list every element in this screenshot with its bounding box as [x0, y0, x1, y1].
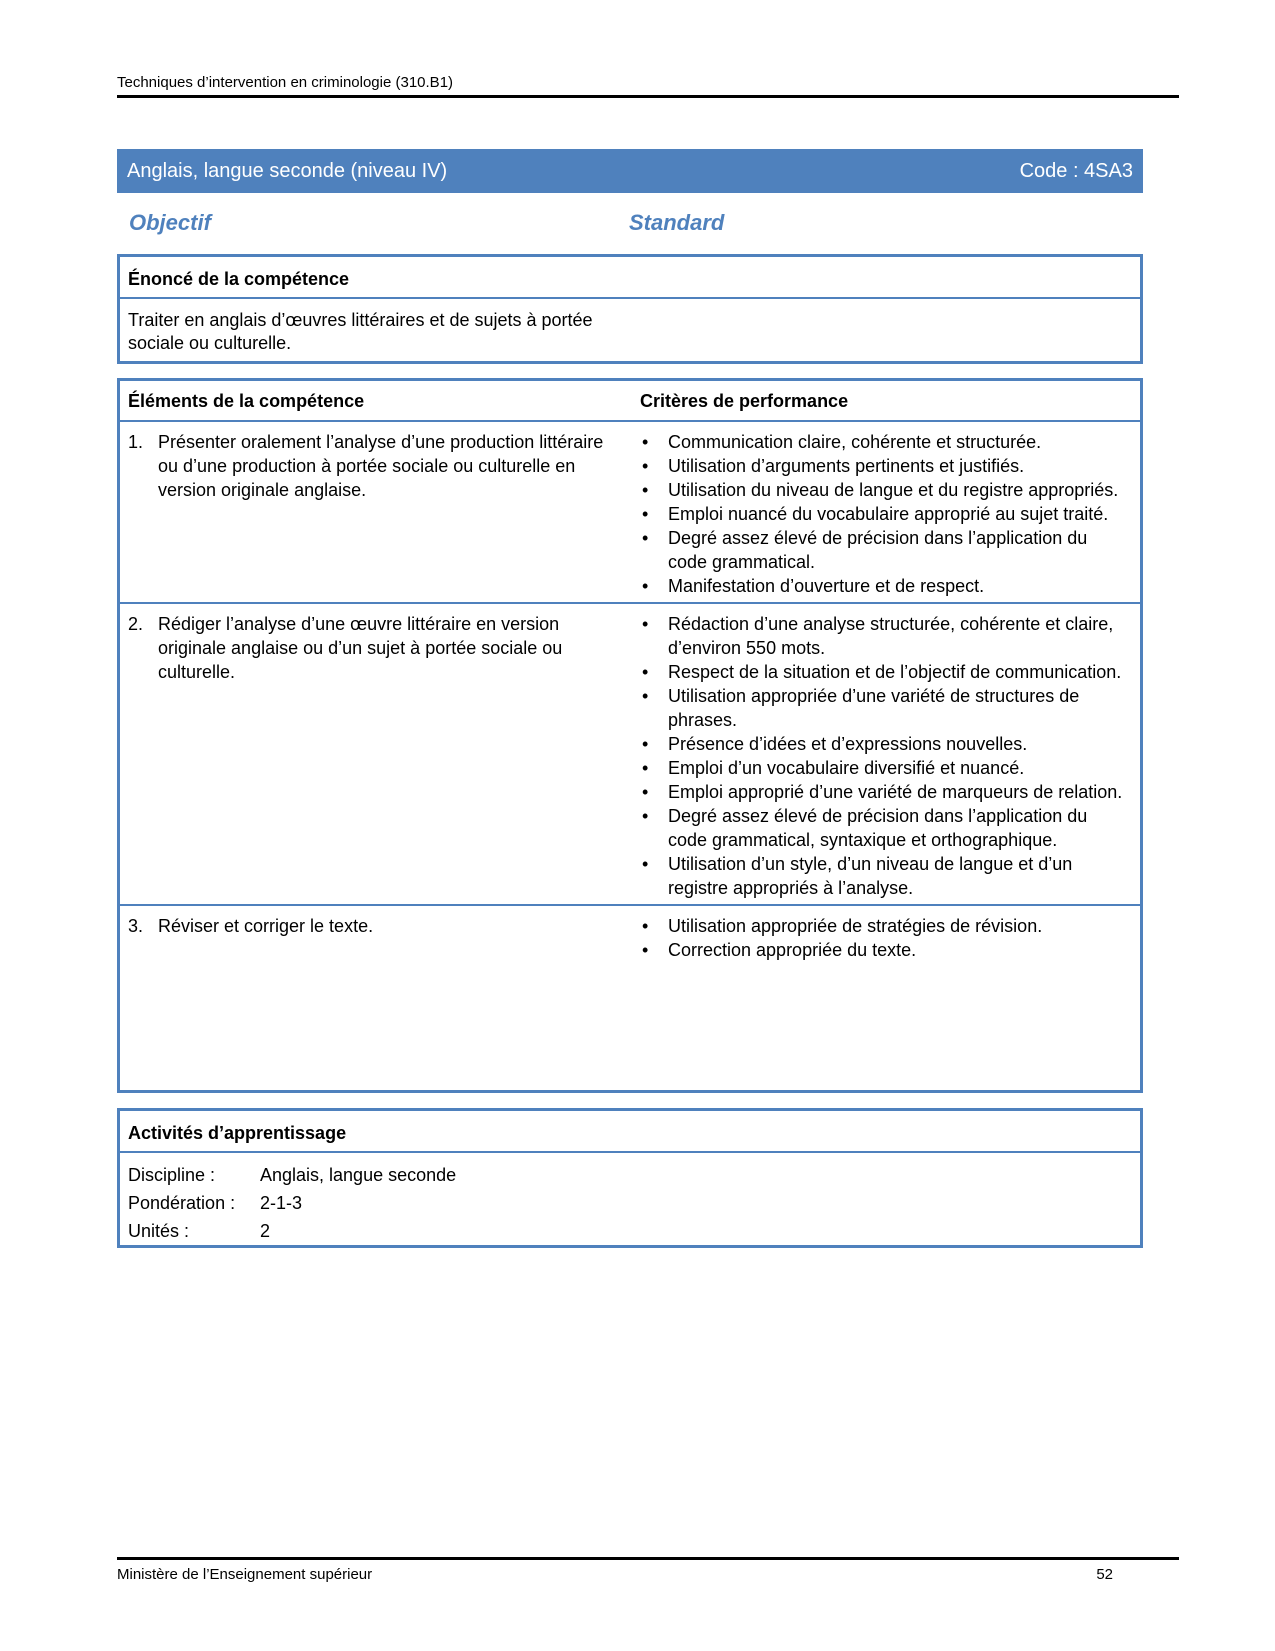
criteria-list	[640, 612, 1130, 900]
page-footer	[117, 1557, 1179, 1583]
criterion-item: • Utilisation d’un style, d’un niveau de langue et d’un registre appropriés à l’analyse.	[640, 852, 1130, 900]
criterion-item: • Degré assez élevé de précision dans l’application du code grammatical.	[640, 526, 1130, 574]
objective-heading: Objectif	[129, 210, 211, 235]
criterion-item: • Emploi nuancé du vocabulaire approprié au sujet traité.	[640, 502, 1130, 526]
activity-label: Discipline :	[128, 1165, 216, 1185]
activity-row	[128, 1217, 1132, 1245]
criterion-item: • Utilisation appropriée d’une variété de structures de phrases.	[640, 684, 1130, 732]
elements-table	[117, 378, 1143, 1093]
criterion-item: • Manifestation d’ouverture et de respect.	[640, 574, 1130, 598]
activity-label: Unités :	[128, 1221, 190, 1241]
course-name: Anglais, langue seconde (niveau IV)	[127, 159, 448, 182]
criterion-item: • Emploi approprié d’une variété de marqueurs de relation.	[640, 780, 1130, 804]
competence-statement-box	[117, 254, 1143, 364]
element-text: Rédiger l’analyse d’une œuvre littéraire en version originale anglaise ou d’un sujet à portée sociale ou culturelle.	[158, 614, 563, 682]
element-section	[120, 906, 1140, 966]
criterion-item: • Communication claire, cohérente et structurée.	[640, 430, 1130, 454]
page-header	[117, 74, 1179, 98]
criterion-item: • Utilisation d’arguments pertinents et justifiés.	[640, 454, 1130, 478]
activity-value: Anglais, langue seconde	[260, 1165, 457, 1185]
element-text: Réviser et corriger le texte.	[158, 916, 374, 936]
criterion-item: • Emploi d’un vocabulaire diversifié et nuancé.	[640, 756, 1130, 780]
element-number: 2.	[128, 614, 144, 634]
element-number: 3.	[128, 916, 144, 936]
element-section	[120, 422, 1140, 604]
competence-statement-heading: Énoncé de la compétence	[120, 257, 1140, 299]
criterion-item: • Rédaction d’une analyse structurée, cohérente et claire, d’environ 550 mots.	[640, 612, 1130, 660]
criterion-item: • Utilisation du niveau de langue et du registre appropriés.	[640, 478, 1130, 502]
criteria-list	[640, 914, 1130, 962]
criterion-item: • Respect de la situation et de l’objectif de communication.	[640, 660, 1130, 684]
activity-value: 2	[260, 1221, 271, 1241]
criterion-item: • Correction appropriée du texte.	[640, 938, 1130, 962]
learning-activities-heading: Activités d’apprentissage	[120, 1111, 1140, 1153]
course-code: Code : 4SA3	[1019, 159, 1133, 182]
activity-row	[128, 1161, 1132, 1189]
criteria-list	[640, 430, 1130, 598]
activity-label: Pondération :	[128, 1193, 236, 1213]
competence-statement-text: Traiter en anglais d’œuvres littéraires et de sujets à portée sociale ou culturelle.	[128, 310, 593, 353]
standard-heading: Standard	[629, 210, 725, 235]
ministry-name: Ministère de l’Enseignement supérieur	[117, 1566, 373, 1583]
elements-heading: Éléments de la compétence	[128, 391, 365, 411]
learning-activities-box	[117, 1108, 1143, 1248]
criteria-heading: Critères de performance	[640, 391, 849, 411]
element-number: 1.	[128, 432, 144, 452]
activity-value: 2-1-3	[260, 1193, 303, 1213]
course-title-bar	[117, 149, 1143, 193]
activity-row	[128, 1189, 1132, 1217]
page-number: 52	[1096, 1566, 1113, 1583]
criterion-item: • Degré assez élevé de précision dans l’application du code grammatical, syntaxique et orthographique.	[640, 804, 1130, 852]
program-title: Techniques d’intervention en criminologie (310.B1)	[117, 74, 454, 91]
criterion-item: • Présence d’idées et d’expressions nouvelles.	[640, 732, 1130, 756]
element-text: Présenter oralement l’analyse d’une production littéraire ou d’une production à portée sociale ou culturelle en version originale anglaise.	[158, 432, 604, 500]
criterion-item: • Utilisation appropriée de stratégies de révision.	[640, 914, 1130, 938]
elements-table-header	[120, 381, 1140, 422]
element-section	[120, 604, 1140, 906]
